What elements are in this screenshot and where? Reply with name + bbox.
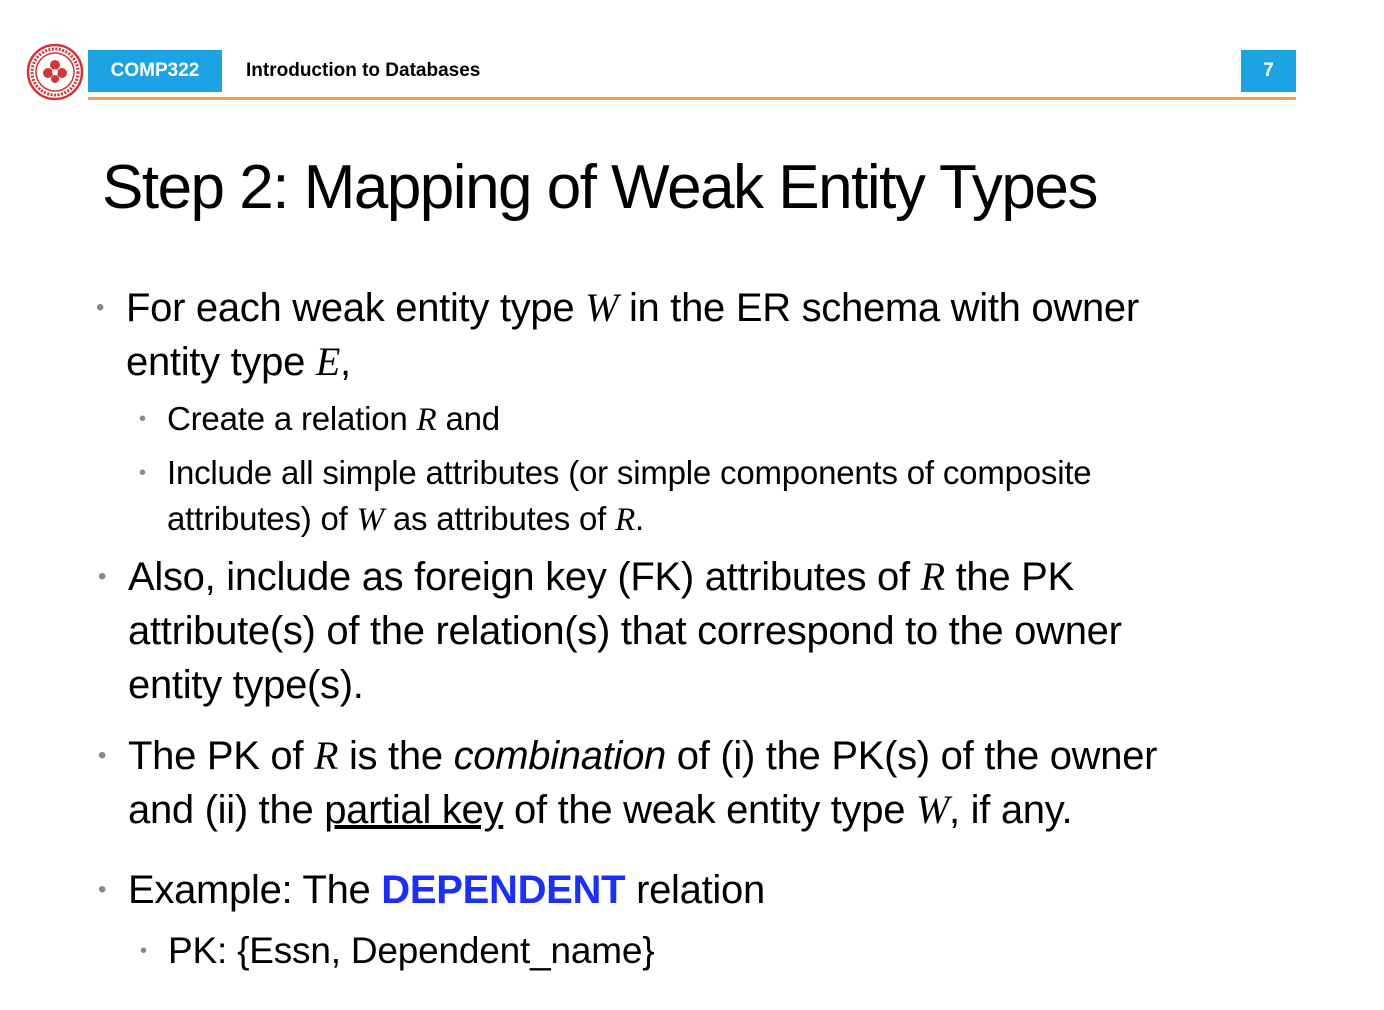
bullet-text: The PK of [128, 734, 314, 778]
bullet-text: entity type [126, 340, 316, 384]
underlined-partial-key: partial key [324, 788, 504, 832]
bullet-text: Example: The [128, 868, 382, 912]
bullet-text: relation [625, 868, 765, 912]
bullet-glyph: • [139, 408, 146, 430]
bullet-glyph: • [96, 294, 105, 321]
slide-title: Step 2: Mapping of Weak Entity Types [102, 153, 1097, 222]
page-number: 7 [1263, 60, 1274, 81]
highlight-dependent: DEPENDENT [381, 868, 626, 912]
bullet-text: attribute(s) of the relation(s) that correspond to the owner [128, 609, 1122, 653]
bullet-foreign-key [98, 550, 1328, 712]
math-var-r: R [615, 502, 636, 538]
bullet-text: Include all simple attributes (or simple components of composite [167, 454, 1092, 491]
math-var-w: W [356, 502, 384, 538]
bullet-text: in the ER schema with owner [618, 286, 1139, 330]
math-var-r: R [920, 554, 945, 599]
bullet-glyph: • [139, 462, 146, 484]
emphasis-combination: combination [453, 734, 666, 778]
bullet-text: and (ii) the [128, 788, 325, 832]
math-var-r: R [416, 402, 437, 438]
bullet-text: as attributes of [383, 500, 616, 537]
bullet-glyph: • [98, 563, 107, 590]
subbullet-create-relation [139, 396, 1317, 443]
bullet-text: of the weak entity type [503, 788, 916, 832]
math-var-w: W [915, 787, 949, 832]
math-var-r: R [314, 733, 339, 778]
bullet-text: entity type(s). [128, 663, 364, 707]
bullet-weak-entity [96, 281, 1326, 389]
bullet-text: and [436, 400, 500, 437]
bullet-text: Also, include as foreign key (FK) attributes of [128, 555, 921, 599]
bullet-text: . [635, 500, 645, 537]
bullet-text: Create a relation [167, 400, 417, 437]
bullet-text: is the [338, 734, 454, 778]
bullet-text: of (i) the PK(s) of the owner [665, 734, 1158, 778]
bullet-text: PK: {Essn, Dependent_name} [168, 930, 655, 971]
university-seal-logo [26, 43, 84, 101]
math-var-w: W [585, 285, 619, 330]
subbullet-include-attributes [139, 450, 1317, 543]
subbullet-pk-example [140, 927, 1318, 975]
bullet-glyph: • [98, 876, 107, 903]
page-number-badge [1241, 50, 1296, 92]
bullet-text: attributes) of [167, 500, 357, 537]
bullet-text: For each weak entity type [126, 286, 586, 330]
bullet-glyph: • [140, 940, 147, 962]
course-code: COMP322 [110, 60, 200, 81]
course-name: Introduction to Databases [246, 60, 481, 81]
bullet-primary-key [98, 729, 1348, 837]
bullet-text: the PK [944, 555, 1074, 599]
course-code-badge [88, 50, 222, 92]
math-var-e: E [315, 339, 340, 384]
bullet-text: , if any. [949, 788, 1073, 832]
bullet-glyph: • [98, 742, 107, 769]
bullet-example [98, 863, 1328, 917]
bullet-text: , [339, 340, 351, 384]
header-divider [88, 97, 1296, 100]
